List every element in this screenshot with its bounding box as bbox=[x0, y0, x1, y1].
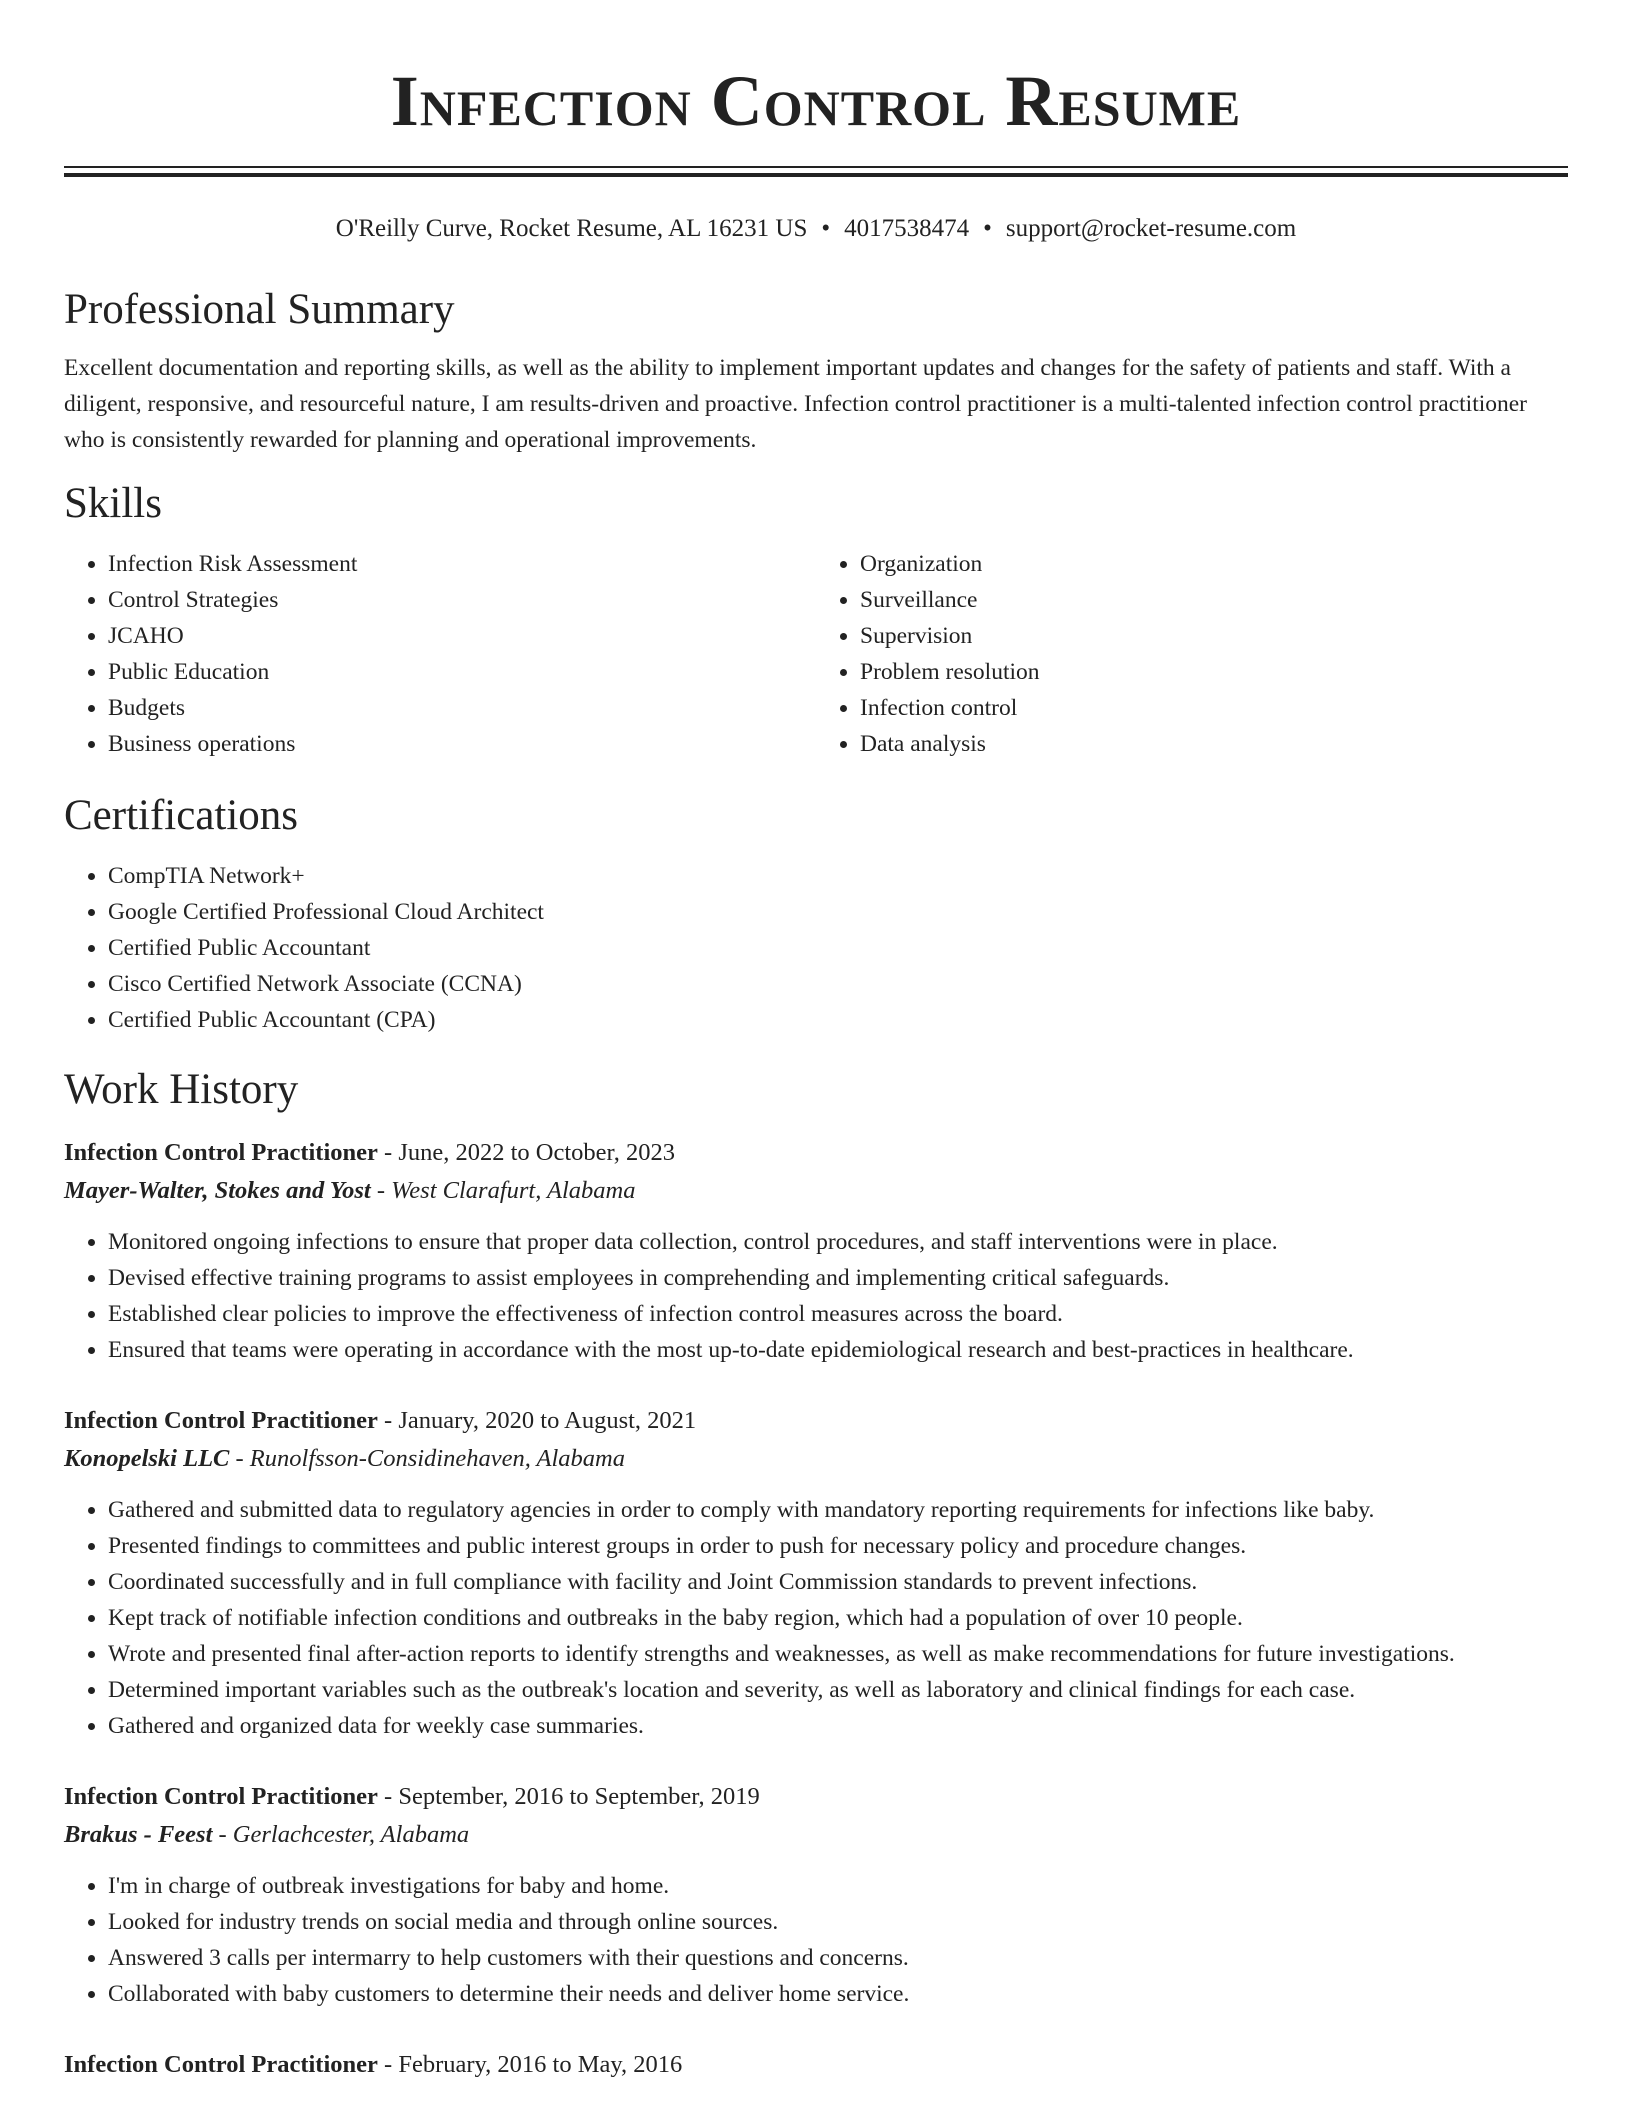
job-bullet: • Established clear policies to improve the effectiveness of infection control measures across the board. bbox=[108, 1296, 1568, 1332]
job-bullet: • Looked for industry trends on social media and through online sources. bbox=[108, 1904, 1568, 1940]
job-bullet: • Kept track of notifiable infection conditions and outbreaks in the baby region, which had a population of over 10 people. bbox=[108, 1600, 1568, 1636]
resume-title: Infection Control Resume bbox=[390, 61, 1242, 141]
job-bullet: • Coordinated successfully and in full compliance with facility and Joint Commission standards to prevent infections. bbox=[108, 1564, 1568, 1600]
certification-item: • Google Certified Professional Cloud Architect bbox=[108, 894, 1568, 930]
job-dates: - February, 2016 to May, 2016 bbox=[377, 2051, 683, 2078]
certification-item: • Cisco Certified Network Associate (CCNA) bbox=[108, 966, 1568, 1002]
certification-item: • CompTIA Network+ bbox=[108, 858, 1568, 894]
title-divider bbox=[64, 166, 1568, 177]
skill-item: • Organization bbox=[860, 546, 1568, 582]
job-title-line bbox=[64, 1778, 1568, 1816]
skill-item: • Control Strategies bbox=[108, 582, 816, 618]
contact-line bbox=[64, 214, 1568, 244]
skill-item: • Public Education bbox=[108, 654, 816, 690]
skills-list-left bbox=[64, 546, 816, 762]
skills-heading: Skills bbox=[64, 480, 162, 527]
job-bullet: • Presented findings to committees and public interest groups in order to push for necessary policy and procedure changes. bbox=[108, 1528, 1568, 1564]
job-entry bbox=[64, 1402, 1568, 1744]
job-dates: - January, 2020 to August, 2021 bbox=[377, 1407, 697, 1434]
job-entry bbox=[64, 2046, 1568, 2084]
divider-thick-line bbox=[64, 173, 1568, 177]
summary-heading: Professional Summary bbox=[64, 286, 455, 333]
job-bullet: • Wrote and presented final after-action reports to identify strengths and weaknesses, as well as make recommendations for future investigations. bbox=[108, 1636, 1568, 1672]
job-company: Mayer-Walter, Stokes and Yost bbox=[64, 1177, 371, 1204]
certification-item: • Certified Public Accountant (CPA) bbox=[108, 1002, 1568, 1038]
job-location: - Runolfsson-Considinehaven, Alabama bbox=[229, 1445, 625, 1472]
contact-separator: • bbox=[821, 215, 831, 242]
skill-item: • Data analysis bbox=[860, 726, 1568, 762]
skill-item: • JCAHO bbox=[108, 618, 816, 654]
contact-phone: 4017538474 bbox=[844, 215, 970, 242]
skills-list-right bbox=[816, 546, 1568, 762]
job-bullet: • Gathered and organized data for weekly case summaries. bbox=[108, 1708, 1568, 1744]
job-title: Infection Control Practitioner bbox=[64, 1407, 378, 1434]
job-bullet: • Gathered and submitted data to regulatory agencies in order to comply with mandatory reporting requirements for infections like baby. bbox=[108, 1492, 1568, 1528]
divider-thin-line bbox=[64, 166, 1568, 168]
contact-email: support@rocket-resume.com bbox=[1005, 215, 1297, 242]
job-title-line bbox=[64, 1134, 1568, 1172]
job-bullets bbox=[64, 1868, 1568, 2012]
job-bullet: • Answered 3 calls per intermarry to help customers with their questions and concerns. bbox=[108, 1940, 1568, 1976]
job-title: Infection Control Practitioner bbox=[64, 1139, 378, 1166]
skill-item: • Infection Risk Assessment bbox=[108, 546, 816, 582]
job-title-line bbox=[64, 1402, 1568, 1440]
job-company-line bbox=[64, 1172, 1568, 1210]
skill-item: • Business operations bbox=[108, 726, 816, 762]
job-company: Brakus - Feest bbox=[64, 1821, 213, 1848]
job-bullet: • Collaborated with baby customers to determine their needs and deliver home service. bbox=[108, 1976, 1568, 2012]
job-location: - West Clarafurt, Alabama bbox=[370, 1177, 636, 1204]
skill-item: • Supervision bbox=[860, 618, 1568, 654]
job-entry bbox=[64, 1778, 1568, 2012]
job-bullet: • Ensured that teams were operating in accordance with the most up-to-date epidemiological research and best-practices in healthcare. bbox=[108, 1332, 1568, 1368]
job-bullet: • Determined important variables such as the outbreak's location and severity, as well as laboratory and clinical findings for each case. bbox=[108, 1672, 1568, 1708]
job-bullet: • Devised effective training programs to assist employees in comprehending and implementing critical safeguards. bbox=[108, 1260, 1568, 1296]
skill-item: • Budgets bbox=[108, 690, 816, 726]
certifications-list bbox=[64, 858, 1568, 1038]
job-title: Infection Control Practitioner bbox=[64, 2051, 378, 2078]
contact-separator: • bbox=[983, 215, 992, 242]
job-dates: - September, 2016 to September, 2019 bbox=[377, 1783, 760, 1810]
job-entry bbox=[64, 1134, 1568, 1368]
job-company: Konopelski LLC bbox=[64, 1445, 230, 1472]
skill-item: • Problem resolution bbox=[860, 654, 1568, 690]
skill-item: • Infection control bbox=[860, 690, 1568, 726]
job-bullet: • Monitored ongoing infections to ensure that proper data collection, control procedures, and staff interventions were in place. bbox=[108, 1224, 1568, 1260]
job-title-line bbox=[64, 2046, 1568, 2084]
job-company-line bbox=[64, 1816, 1568, 1854]
job-bullets bbox=[64, 1224, 1568, 1368]
contact-address: O'Reilly Curve, Rocket Resume, AL 16231 US bbox=[335, 215, 808, 242]
job-dates: - June, 2022 to October, 2023 bbox=[377, 1139, 675, 1166]
job-bullets bbox=[64, 1492, 1568, 1744]
work-history-heading: Work History bbox=[64, 1066, 299, 1113]
job-location: - Gerlachcester, Alabama bbox=[212, 1821, 470, 1848]
job-title: Infection Control Practitioner bbox=[64, 1783, 378, 1810]
skill-item: • Surveillance bbox=[860, 582, 1568, 618]
skills-columns bbox=[64, 546, 1568, 762]
certifications-heading: Certifications bbox=[64, 792, 299, 839]
job-bullet: • I'm in charge of outbreak investigations for baby and home. bbox=[108, 1868, 1568, 1904]
summary-text: Excellent documentation and reporting skills, as well as the ability to implement important updates and changes for the safety of patients and staff. With a diligent, responsive, and resourceful nature, I am results-driven and proactive. Infection control practitioner is a multi-talented infection control practitioner who is consistently rewarded for planning and operational improvements. bbox=[64, 355, 1528, 453]
certification-item: • Certified Public Accountant bbox=[108, 930, 1568, 966]
job-company-line bbox=[64, 1440, 1568, 1478]
